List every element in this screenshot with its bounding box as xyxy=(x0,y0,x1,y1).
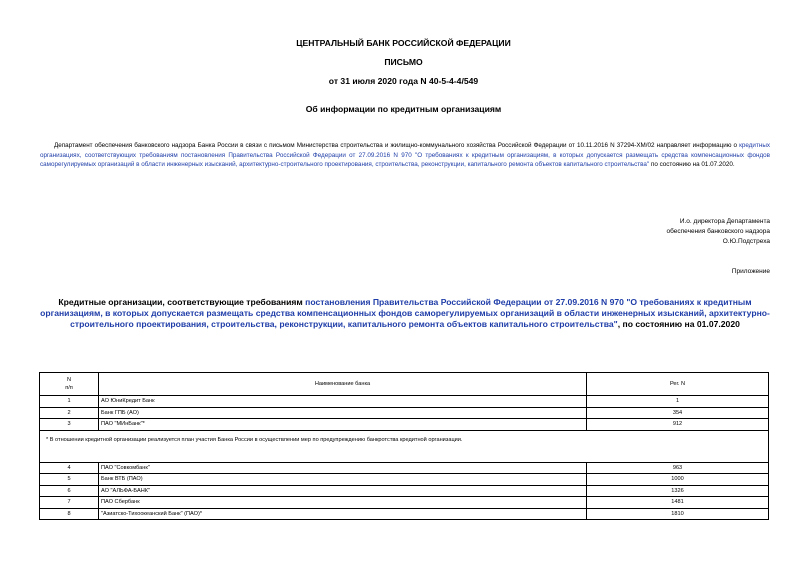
row-num: 8 xyxy=(40,508,99,520)
row-bank-name: ПАО "Совкомбанк" xyxy=(99,462,587,474)
row-reg-number: 1810 xyxy=(587,508,769,520)
row-bank-name: ПАО "МИнБанк"* xyxy=(99,419,587,431)
row-num: 4 xyxy=(40,462,99,474)
table-row xyxy=(40,396,769,408)
row-reg-number: 963 xyxy=(587,462,769,474)
body-paragraph xyxy=(40,141,770,170)
header-num: N п/п xyxy=(40,373,99,396)
row-bank-name: Банк ГПБ (АО) xyxy=(99,407,587,419)
row-reg-number: 912 xyxy=(587,419,769,431)
table-row xyxy=(40,419,769,431)
header-bank-name: Наименование банка xyxy=(99,373,587,396)
body-text-start: Департамент обеспечения банковского надзора Банка России в связи с письмом Министерства строительства и жилищно-коммунального хозяйства Российской Федерации от 10.11.2016 N 37294-ХМ/02 направляет информацию о xyxy=(54,142,738,149)
table-footnote: * В отношении кредитной организации реализуется план участия Банка России в осуществлении мер по предупреждению банкротства кредитной организации. xyxy=(40,430,769,462)
table-row xyxy=(40,485,769,497)
document-type: ПИСЬМО xyxy=(384,57,423,67)
signature-position: И.о. директора Департамента xyxy=(679,218,770,225)
signature-department: обеспечения банковского надзора xyxy=(666,228,770,235)
banks-table xyxy=(39,372,769,520)
organization-title: ЦЕНТРАЛЬНЫЙ БАНК РОССИЙСКОЙ ФЕДЕРАЦИИ xyxy=(296,38,511,48)
body-link-regulation[interactable]: кредитных организациях, соответствующих требованиям постановления Правительства Российской Федерации от 27.09.2016 N 970 "О требованиях к кредитным организациям, в которых допускается размещать средства компенсационных фондов саморегулируемых организаций в области инженерных изысканий, архитектурно-строительного проектирования, строительства, реконструкции, капитального ремонта объектов капитального строительства" xyxy=(40,142,770,169)
table-row xyxy=(40,407,769,419)
table-row xyxy=(40,474,769,486)
document-subject: Об информации по кредитным организациям xyxy=(305,104,502,114)
appendix-title xyxy=(40,297,770,331)
document-date: от 31 июля 2020 года N 40-5-4-4/549 xyxy=(328,76,479,86)
row-num: 1 xyxy=(40,396,99,408)
table-row xyxy=(40,508,769,520)
appendix-label: Приложение xyxy=(731,268,770,275)
row-num: 2 xyxy=(40,407,99,419)
table-note-row xyxy=(40,430,769,462)
header-reg-number: Рег. N xyxy=(587,373,769,396)
table-row xyxy=(40,462,769,474)
row-bank-name: "Азиатско-Тихоокеанский Банк" (ПАО)* xyxy=(99,508,587,520)
row-bank-name: АО "АЛЬФА-БАНК" xyxy=(99,485,587,497)
row-bank-name: ПАО Сбербанк xyxy=(99,497,587,509)
row-num: 3 xyxy=(40,419,99,431)
row-num: 5 xyxy=(40,474,99,486)
row-num: 7 xyxy=(40,497,99,509)
signature-block xyxy=(667,217,770,247)
appendix-title-start: Кредитные организации, соответствующие требованиям xyxy=(58,297,303,307)
body-text-end: по состоянию на 01.07.2020. xyxy=(650,161,735,169)
row-reg-number: 354 xyxy=(587,407,769,419)
table-header-row xyxy=(40,373,769,396)
signature-name: О.Ю.Подстреха xyxy=(722,238,770,245)
appendix-title-end: , по состоянию на 01.07.2020 xyxy=(617,319,740,330)
row-reg-number: 1481 xyxy=(587,497,769,509)
row-reg-number: 1000 xyxy=(587,474,769,486)
row-num: 6 xyxy=(40,485,99,497)
table-row xyxy=(40,497,769,509)
row-reg-number: 1 xyxy=(587,396,769,408)
appendix-title-link[interactable]: постановления Правительства Российской Федерации от 27.09.2016 N 970 "О требованиях к кредитным организациям, в которых допускается размещать средства компенсационных фондов саморегулируемых организаций в области инженерных изысканий, архитектурно-строительного проектирования, строительства, реконструкции, капитального ремонта объектов капитального строительства" xyxy=(40,297,770,330)
row-reg-number: 1326 xyxy=(587,485,769,497)
row-bank-name: АО ЮниКредит Банк xyxy=(99,396,587,408)
row-bank-name: Банк ВТБ (ПАО) xyxy=(99,474,587,486)
